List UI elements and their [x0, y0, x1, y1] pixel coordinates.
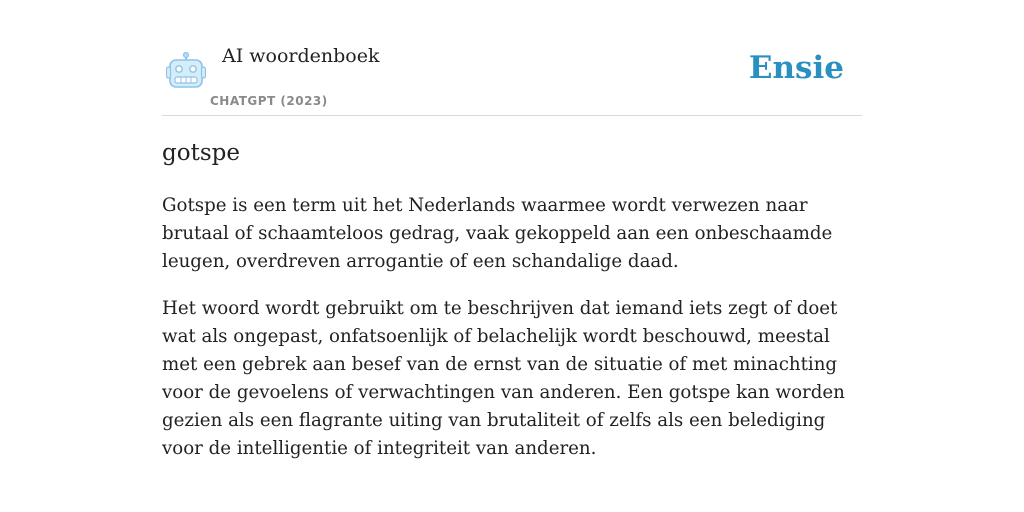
source-name[interactable]: AI woordenboek	[222, 45, 380, 67]
brand-logo[interactable]: Ensie	[748, 50, 844, 86]
entry-header	[162, 0, 862, 116]
source-subtitle: CHATGPT (2023)	[210, 94, 328, 108]
robot-icon	[166, 52, 206, 90]
entry-card	[162, 0, 862, 459]
definition-paragraph: Het woord wordt gebruikt om te beschrijven dat iemand iets zegt of doet wat als ongepast, onfatsoenlijk of belachelijk wordt beschouwd, meestal met een gebrek aan besef van de ernst van de situatie of met minachting voor de gevoelens of verwachtingen van anderen. Een gotspe kan worden gezien als een flagrante uiting van brutaliteit of zelfs als een belediging voor de intelligentie of integriteit van anderen.	[162, 298, 845, 459]
entry-term: gotspe	[162, 140, 240, 166]
entry-definition	[162, 192, 867, 482]
definition-paragraph: Gotspe is een term uit het Nederlands waarmee wordt verwezen naar brutaal of schaamteloos gedrag, vaak gekoppeld aan een onbeschaamde leugen, overdreven arrogantie of een schandalige daad.	[162, 195, 833, 272]
